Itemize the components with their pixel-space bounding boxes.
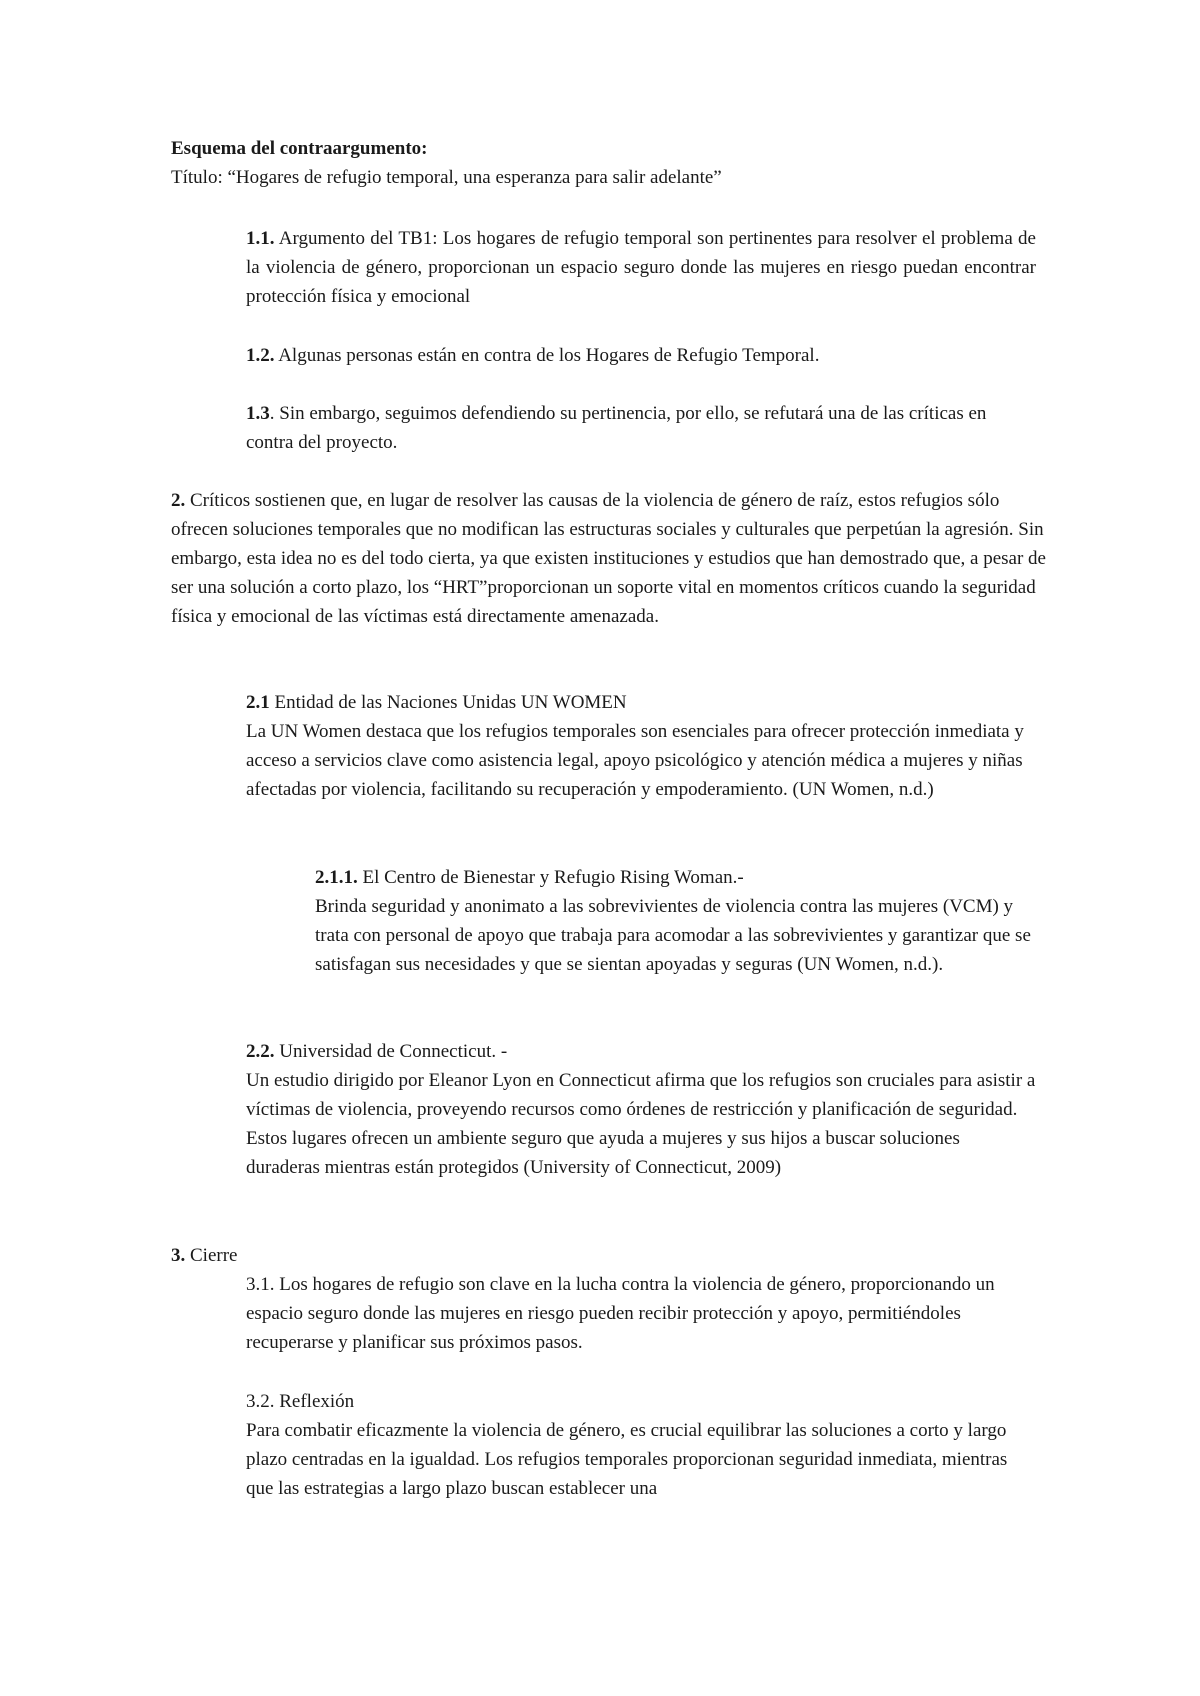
section-2-2-heading: 2.2. Universidad de Connecticut. - [246, 1041, 508, 1062]
section-2-1-1-heading: 2.1.1. El Centro de Bienestar y Refugio Rising Woman.- [315, 867, 744, 888]
section-2-1-body: La UN Women destaca que los refugios temporales son esenciales para ofrecer protección inmediata y acceso a servicios clave como asistencia legal, apoyo psicológico y atención médica a mujeres y niñas afectadas por violencia, facilitando su recuperación y empoderamiento. (UN Women, n.d.) [246, 721, 1024, 800]
outline-heading: Esquema del contraargumento: [171, 138, 428, 159]
section-3-2-body: Para combatir eficazmente la violencia de género, es crucial equilibrar las soluciones a corto y largo plazo centradas en la igualdad. Los refugios temporales proporcionan seguridad inmediata, mientras que las estrategias a largo plazo buscan establecer una [246, 1420, 1008, 1499]
section-3-1: 3.1. Los hogares de refugio son clave en la lucha contra la violencia de género, proporcionando un espacio seguro donde las mujeres en riesgo pueden recibir protección y apoyo, permitiéndoles recuperarse y planificar sus próximos pasos. [246, 1274, 995, 1353]
section-2-1-1 [315, 863, 1035, 979]
section-2-2 [246, 1037, 1036, 1182]
section-2-1-1-body: Brinda seguridad y anonimato a las sobrevivientes de violencia contra las mujeres (VCM) y trata con personal de apoyo que trabaja para acomodar a las sobrevivientes y garantizar que se satisfagan sus necesidades y que se sientan apoyadas y seguras (UN Women, n.d.). [315, 896, 1031, 975]
section-2: 2. Críticos sostienen que, en lugar de resolver las causas de la violencia de género de raíz, estos refugios sólo ofrecen soluciones temporales que no modifican las estructuras sociales y culturales que perpetúan la agresión. Sin embargo, esta idea no es del todo cierta, ya que existen instituciones y estudios que han demostrado que, a pesar de ser una solución a corto plazo, los “HRT”proporcionan un soporte vital en momentos críticos cuando la seguridad física y emocional de las víctimas está directamente amenazada. [171, 490, 1046, 627]
section-2-1-heading: 2.1 Entidad de las Naciones Unidas UN WOMEN [246, 692, 627, 713]
section-2-1 [246, 688, 1036, 804]
section-1-1: 1.1. Argumento del TB1: Los hogares de refugio temporal son pertinentes para resolver el problema de la violencia de género, proporcionan un espacio seguro donde las mujeres en riesgo puedan encontrar protección física y emocional [246, 228, 1036, 307]
section-3-heading: 3. Cierre [171, 1245, 238, 1266]
section-1-3: 1.3. Sin embargo, seguimos defendiendo su pertinencia, por ello, se refutará una de las críticas en contra del proyecto. [246, 403, 987, 453]
section-1-2: 1.2. Algunas personas están en contra de los Hogares de Refugio Temporal. [246, 345, 820, 366]
section-3-2-heading: 3.2. Reflexión [246, 1391, 355, 1412]
section-2-2-body: Un estudio dirigido por Eleanor Lyon en Connecticut afirma que los refugios son cruciales para asistir a víctimas de violencia, proveyendo recursos como órdenes de restricción y planificación de seguridad. Estos lugares ofrecen un ambiente seguro que ayuda a mujeres y sus hijos a buscar soluciones duraderas mientras están protegidos (University of Connecticut, 2009) [246, 1070, 1036, 1178]
document-title-line: Título: “Hogares de refugio temporal, una esperanza para salir adelante” [171, 167, 722, 188]
section-3-2 [246, 1387, 1036, 1503]
